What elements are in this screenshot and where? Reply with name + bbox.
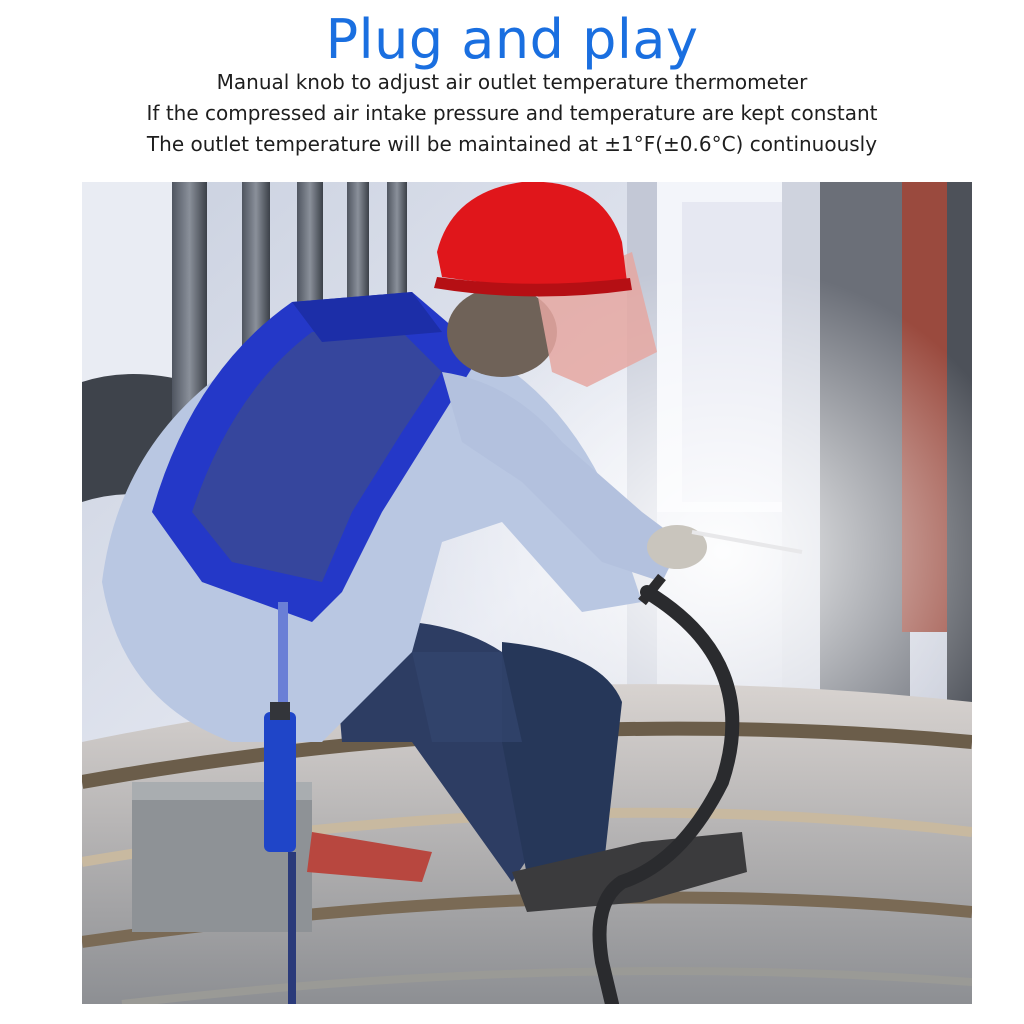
description-line-3: The outlet temperature will be maintained at ±1°F(±0.6°C) continuously	[146, 132, 878, 156]
description-line-2: If the compressed air intake pressure and temperature are kept constant	[146, 101, 878, 125]
worker-photo	[82, 182, 972, 1004]
description-line-1: Manual knob to adjust air outlet temperature thermometer	[216, 70, 808, 94]
page-title: Plug and play	[325, 8, 699, 71]
